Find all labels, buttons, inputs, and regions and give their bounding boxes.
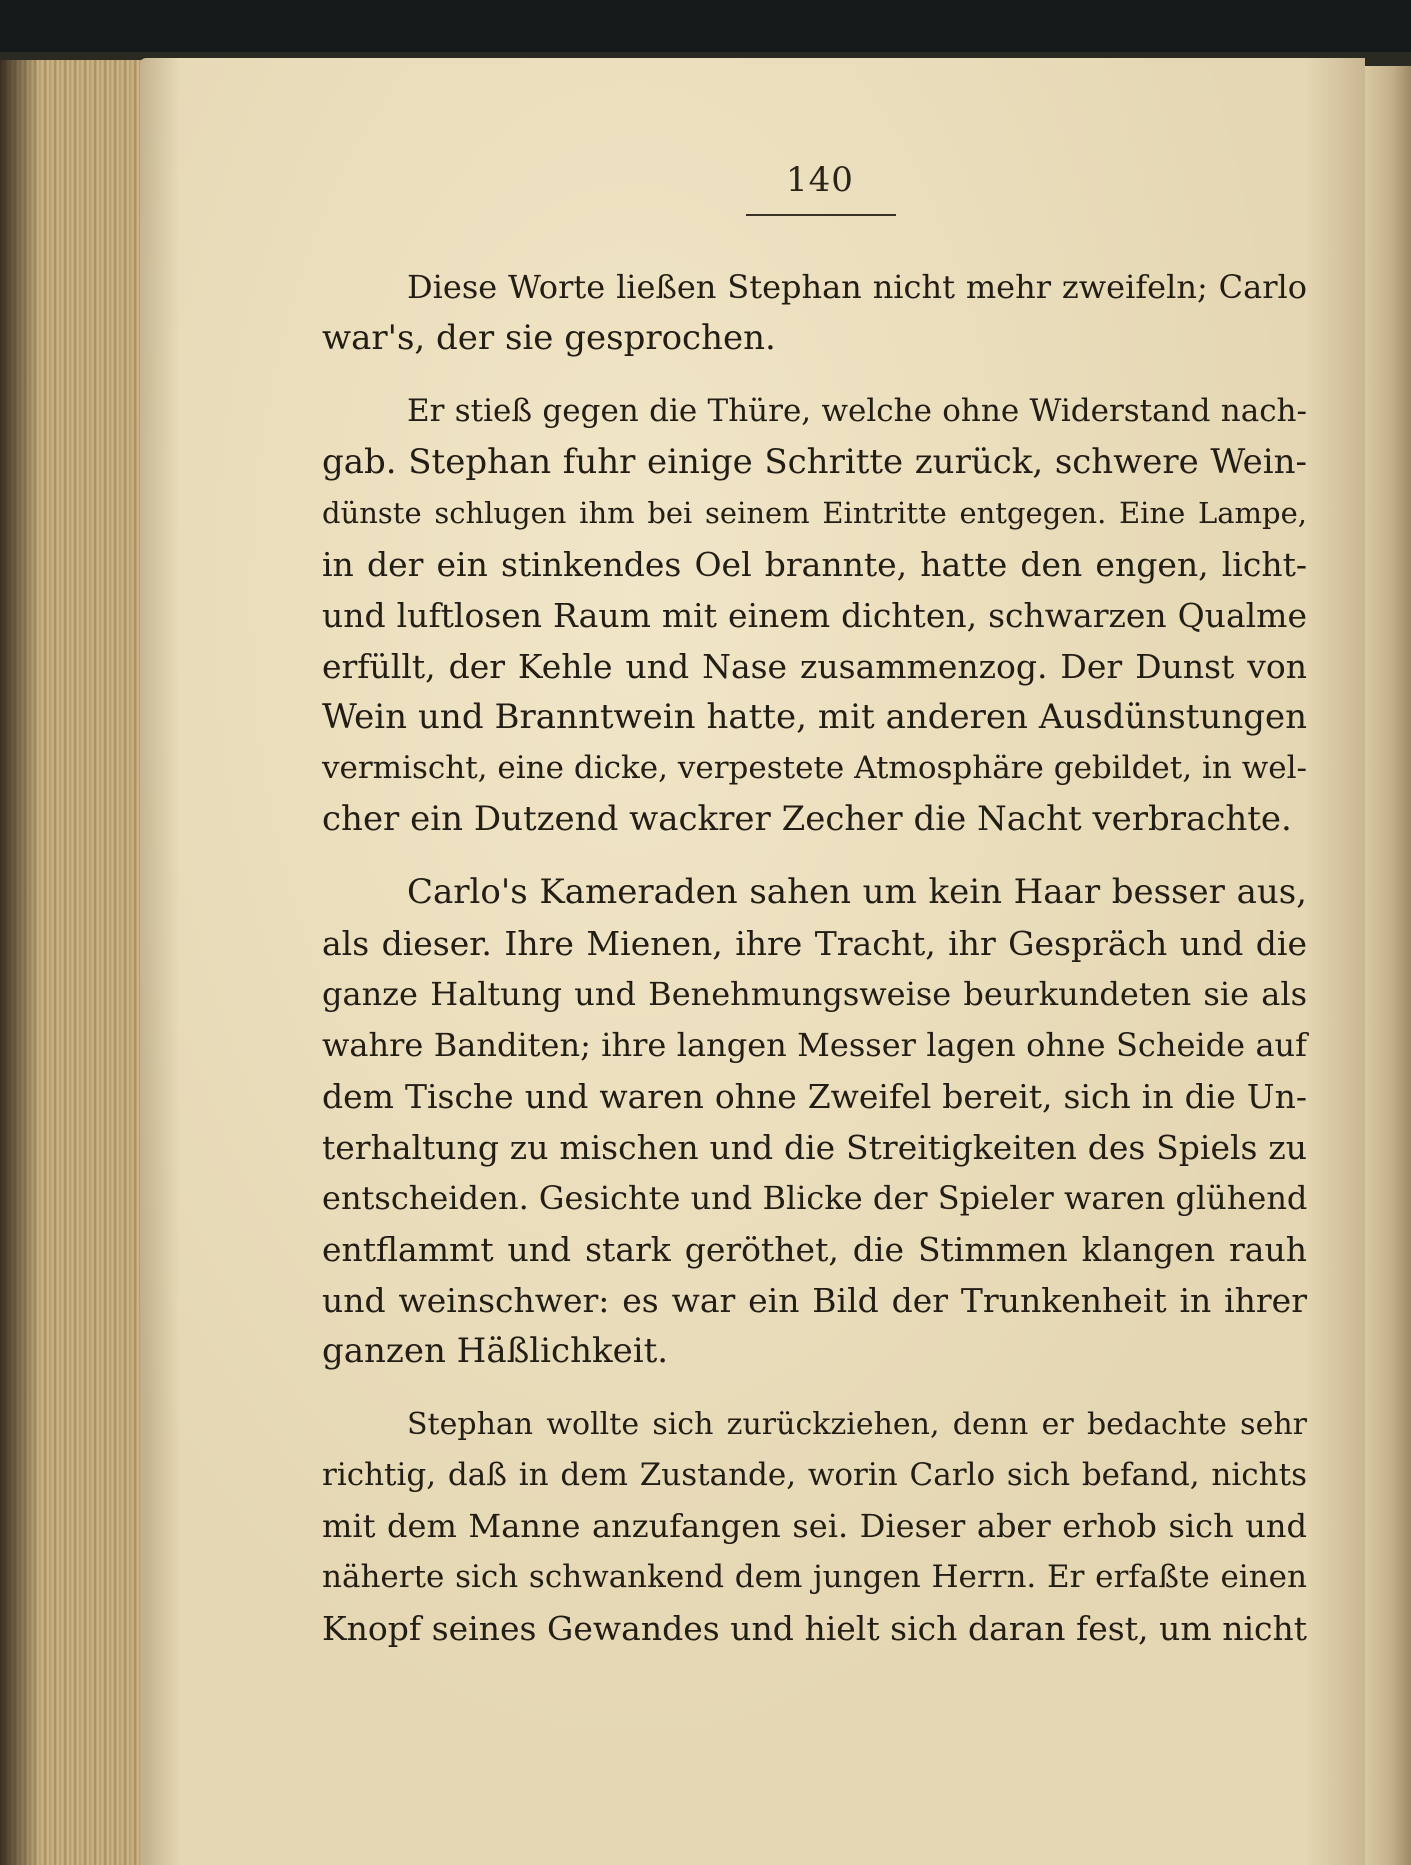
paragraph — [322, 1399, 1307, 1654]
text-line: richtig, daß in dem Zustande, worin Carlo sich befand, nichts — [322, 1457, 1307, 1493]
text-line: näherte sich schwankend dem jungen Herrn. Er erfaßte einen — [322, 1559, 1307, 1595]
page-edge-right — [1365, 66, 1411, 1865]
text-line: mit dem Manne anzufangen sei. Dieser aber erhob sich und — [322, 1507, 1307, 1545]
text-line: vermischt, eine dicke, verpestete Atmosphäre gebildet, in wel- — [322, 750, 1307, 786]
paragraph — [322, 386, 1307, 845]
text-line: in der ein stinkendes Oel brannte, hatte den engen, licht- — [322, 545, 1307, 584]
text-line: gab. Stephan fuhr einige Schritte zurück, schwere Wein- — [322, 442, 1307, 482]
text-line: und weinschwer: es war ein Bild der Trunkenheit in ihrer — [322, 1281, 1307, 1320]
text-line: Diese Worte ließen Stephan nicht mehr zweifeln; Carlo — [407, 268, 1307, 306]
header-rule — [746, 214, 896, 216]
text-line: Carlo's Kameraden sahen um kein Haar besser aus, — [407, 872, 1307, 912]
text-line: Wein und Branntwein hatte, mit anderen Ausdünstungen — [322, 697, 1307, 737]
text-line: wahre Banditen; ihre langen Messer lagen ohne Scheide auf — [322, 1026, 1307, 1064]
text-line: Knopf seines Gewandes und hielt sich daran fest, um nicht — [322, 1609, 1307, 1648]
body-text — [322, 262, 1307, 1654]
text-line: Er stieß gegen die Thüre, welche ohne Widerstand nach- — [407, 393, 1307, 429]
text-line: dem Tische und waren ohne Zweifel bereit, sich in die Un- — [322, 1077, 1307, 1116]
page-header — [745, 160, 895, 200]
text-line: dünste schlugen ihm bei seinem Eintritte entgegen. Eine Lampe, — [322, 496, 1307, 530]
page-edges-left — [0, 60, 150, 1865]
text-line: ganzen Häßlichkeit. — [322, 1331, 669, 1371]
text-line: erfüllt, der Kehle und Nase zusammenzog. Der Dunst von — [322, 647, 1307, 686]
text-line: als dieser. Ihre Mienen, ihre Tracht, ihr Gespräch und die — [322, 924, 1307, 963]
page-number: 140 — [786, 160, 854, 200]
text-line: Stephan wollte sich zurückziehen, denn er bedachte sehr — [407, 1407, 1307, 1442]
paragraph — [322, 867, 1307, 1377]
text-line: terhaltung zu mischen und die Streitigkeiten des Spiels zu — [322, 1128, 1307, 1167]
paragraph — [322, 262, 1307, 364]
text-line: entflammt und stark geröthet, die Stimmen klangen rauh — [322, 1230, 1307, 1269]
text-line: war's, der sie gesprochen. — [322, 318, 776, 358]
text-line: und luftlosen Raum mit einem dichten, schwarzen Qualme — [322, 596, 1307, 635]
text-line: entscheiden. Gesichte und Blicke der Spieler waren glühend — [322, 1179, 1308, 1217]
text-line: cher ein Dutzend wackrer Zecher die Nacht verbrachte. — [322, 799, 1292, 839]
text-line: ganze Haltung und Benehmungsweise beurkundeten sie als — [322, 975, 1307, 1013]
